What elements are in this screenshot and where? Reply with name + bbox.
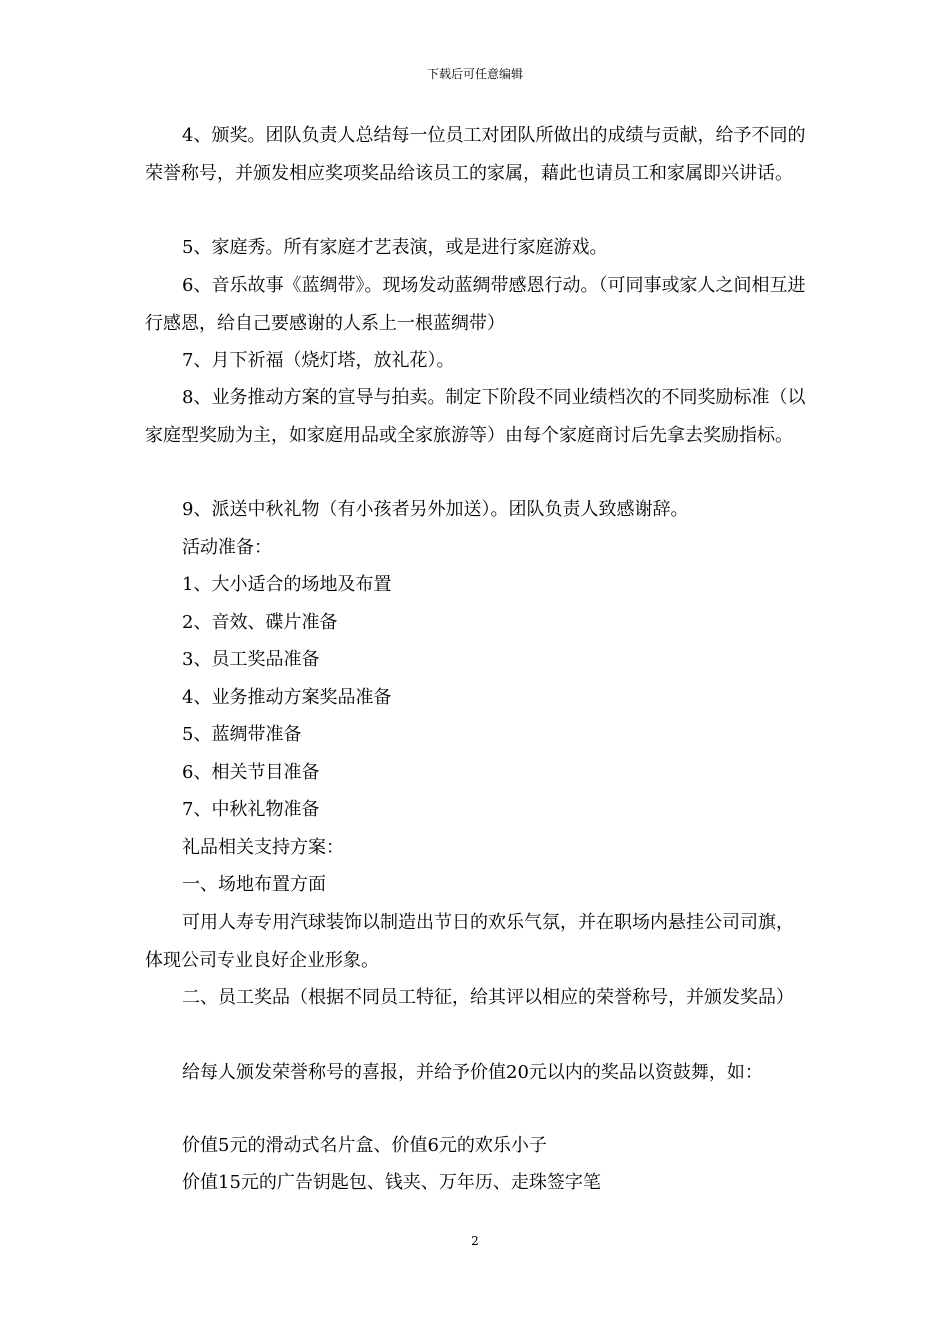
list-item: 6、相关节目准备 — [182, 762, 320, 783]
paragraph-venue: 可用人寿专用汽球装饰以制造出节日的欢乐气氛，并在职场内悬挂公司司旗，体现公司专业良好企业形象。 — [145, 912, 794, 971]
section-heading-gift-support: 礼品相关支持方案： — [182, 837, 344, 858]
list-item: 2、音效、碟片准备 — [182, 612, 338, 633]
section-heading-preparation: 活动准备： — [182, 537, 272, 558]
list-item: 3、员工奖品准备 — [182, 649, 320, 670]
list-item: 4、业务推动方案奖品准备 — [182, 687, 392, 708]
paragraph-honor: 给每人颁发荣誉称号的喜报，并给予价值20元以内的奖品以资鼓舞，如： — [182, 1062, 763, 1083]
list-item: 价值5元的滑动式名片盒、价值6元的欢乐小子 — [182, 1135, 547, 1156]
subheading-employee-awards: 二、员工奖品（根据不同员工特征，给其评以相应的荣誉称号，并颁发奖品） — [182, 987, 794, 1008]
list-item: 价值15元的广告钥匙包、钱夹、万年历、走珠签字笔 — [182, 1172, 601, 1193]
paragraph-award: 4、颁奖。团队负责人总结每一位员工对团队所做出的成绩与贡献，给予不同的荣誉称号，并颁发相应奖项奖品给该员工的家属，藉此也请员工和家属即兴讲话。 — [145, 125, 806, 184]
paragraph-gifts: 9、派送中秋礼物（有小孩者另外加送）。团队负责人致感谢辞。 — [182, 499, 689, 520]
subheading-venue: 一、场地布置方面 — [182, 874, 326, 895]
page-header: 下载后可任意编辑 — [426, 67, 523, 81]
page-number: 2 — [471, 1234, 479, 1248]
paragraph-blessing: 7、月下祈福（烧灯塔，放礼花）。 — [182, 350, 455, 371]
list-item: 5、蓝绸带准备 — [182, 724, 302, 745]
paragraph-blue-ribbon: 6、音乐故事《蓝绸带》。现场发动蓝绸带感恩行动。（可同事或家人之间相互进行感恩，给自己要感谢的人系上一根蓝绸带） — [145, 275, 806, 334]
list-item: 7、中秋礼物准备 — [182, 799, 320, 820]
list-item: 1、大小适合的场地及布置 — [182, 574, 392, 595]
paragraph-business-plan: 8、业务推动方案的宣导与拍卖。制定下阶段不同业绩档次的不同奖励标准（以家庭型奖励为主，如家庭用品或全家旅游等）由每个家庭商讨后先拿去奖励指标。 — [145, 387, 806, 446]
paragraph-family-show: 5、家庭秀。所有家庭才艺表演，或是进行家庭游戏。 — [182, 237, 608, 258]
